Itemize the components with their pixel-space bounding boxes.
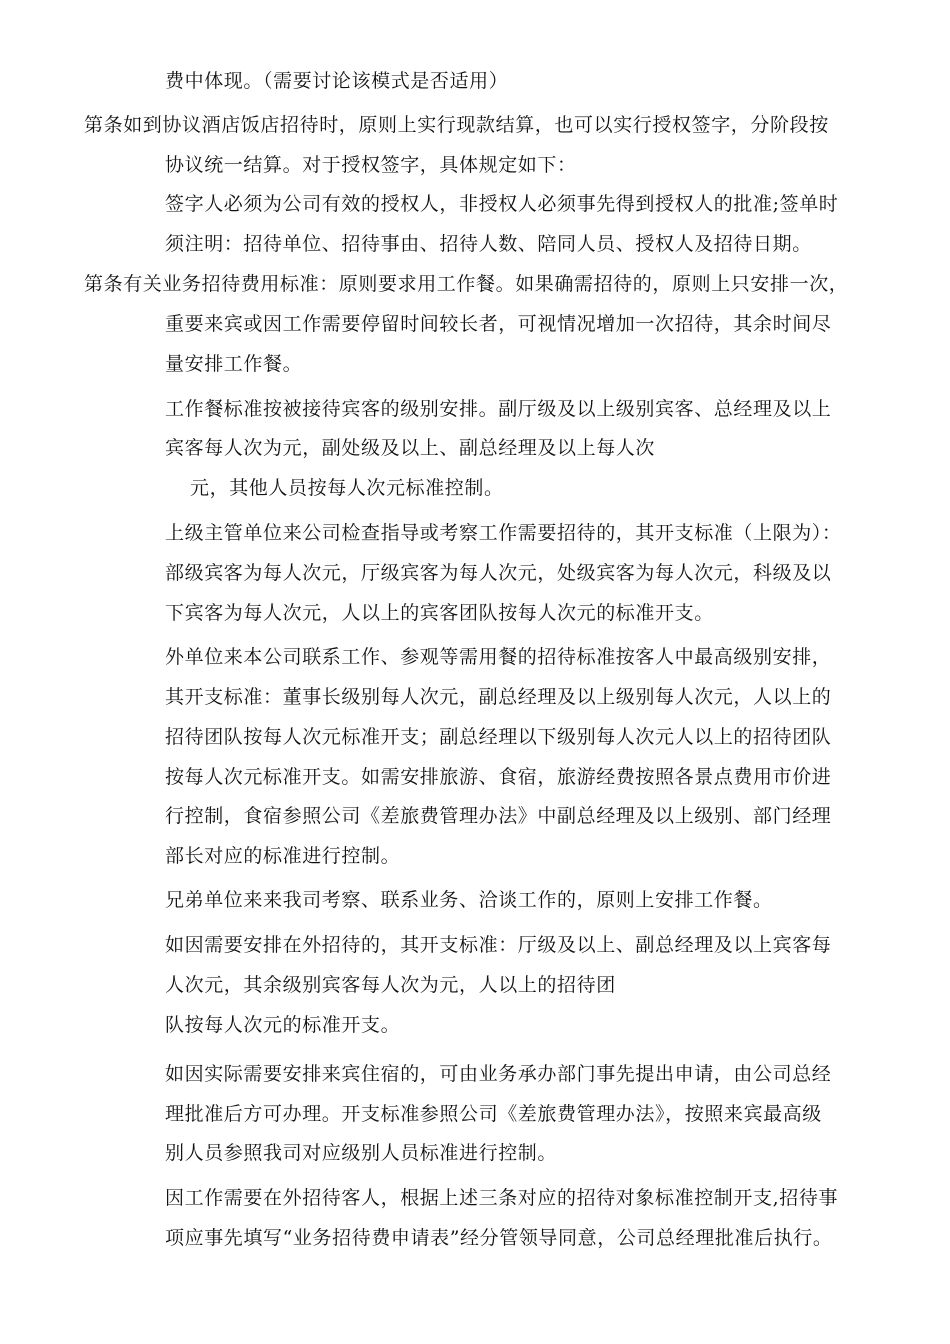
text-line-11: 元，其他人员按每人次元标准控制。	[190, 477, 504, 499]
text-line-29: 项应事先填写“业务招待费申请表”经分管领导同意，公司总经理批准后执行。	[165, 1227, 833, 1249]
text-line-27: 别人员参照我司对应级别人员标准进行控制。	[165, 1142, 558, 1164]
text-line-3: 协议统一结算。对于授权签字，具体规定如下：	[165, 154, 577, 176]
text-line-2: 第条如到协议酒店饭店招待时，原则上实行现款结算，也可以实行授权签字，分阶段按	[84, 114, 829, 136]
text-line-18: 按每人次元标准开支。如需安排旅游、食宿，旅游经费按照各景点费用市价进	[165, 766, 832, 788]
text-line-26: 理批准后方可办理。开支标准参照公司《差旅费管理办法》，按照来宾最高级	[165, 1103, 822, 1125]
text-line-19: 行控制，食宿参照公司《差旅费管理办法》中副总经理及以上级别、部门经理	[165, 805, 832, 827]
text-line-24: 队按每人次元的标准开支。	[165, 1014, 401, 1036]
text-line-22: 如因需要安排在外招待的，其开支标准：厅级及以上、副总经理及以上宾客每	[165, 934, 832, 956]
text-line-1: 费中体现。（需要讨论该模式是否适用）	[165, 70, 509, 92]
text-line-8: 量安排工作餐。	[165, 353, 303, 375]
text-line-13: 部级宾客为每人次元，厅级宾客为每人次元，处级宾客为每人次元，科级及以	[165, 562, 832, 584]
text-line-9: 工作餐标准按被接待宾客的级别安排。副厅级及以上级别宾客、总经理及以上	[165, 398, 832, 420]
text-line-16: 其开支标准：董事长级别每人次元，副总经理及以上级别每人次元，人以上的	[165, 686, 832, 708]
text-line-5: 须注明：招待单位、招待事由、招待人数、陪同人员、授权人及招待日期。	[165, 233, 812, 255]
text-line-10: 宾客每人次为元，副处级及以上、副总经理及以上每人次	[165, 437, 656, 459]
text-line-21: 兄弟单位来来我司考察、联系业务、洽谈工作的，原则上安排工作餐。	[165, 889, 773, 911]
text-line-20: 部长对应的标准进行控制。	[165, 845, 401, 867]
text-line-23: 人次元，其余级别宾客每人次为元，人以上的招待团	[165, 974, 616, 996]
text-line-7: 重要来宾或因工作需要停留时间较长者，可视情况增加一次招待，其余时间尽	[165, 313, 832, 335]
text-line-28: 因工作需要在外招待客人，根据上述三条对应的招待对象标准控制开支,招待事	[165, 1187, 839, 1209]
text-line-6: 第条有关业务招待费用标准：原则要求用工作餐。如果确需招待的，原则上只安排一次，	[84, 273, 849, 295]
text-line-17: 招待团队按每人次元标准开支；副总经理以下级别每人次元人以上的招待团队	[165, 726, 832, 748]
text-line-25: 如因实际需要安排来宾住宿的，可由业务承办部门事先提出申请，由公司总经	[165, 1063, 832, 1085]
text-line-12: 上级主管单位来公司检查指导或考察工作需要招待的，其开支标准（上限为）：	[165, 522, 842, 544]
text-line-4: 签字人必须为公司有效的授权人，非授权人必须事先得到授权人的批准;签单时	[165, 193, 839, 215]
text-line-14: 下宾客为每人次元，人以上的宾客团队按每人次元的标准开支。	[165, 602, 714, 624]
text-line-15: 外单位来本公司联系工作、参观等需用餐的招待标准按客人中最高级别安排，	[165, 646, 832, 668]
